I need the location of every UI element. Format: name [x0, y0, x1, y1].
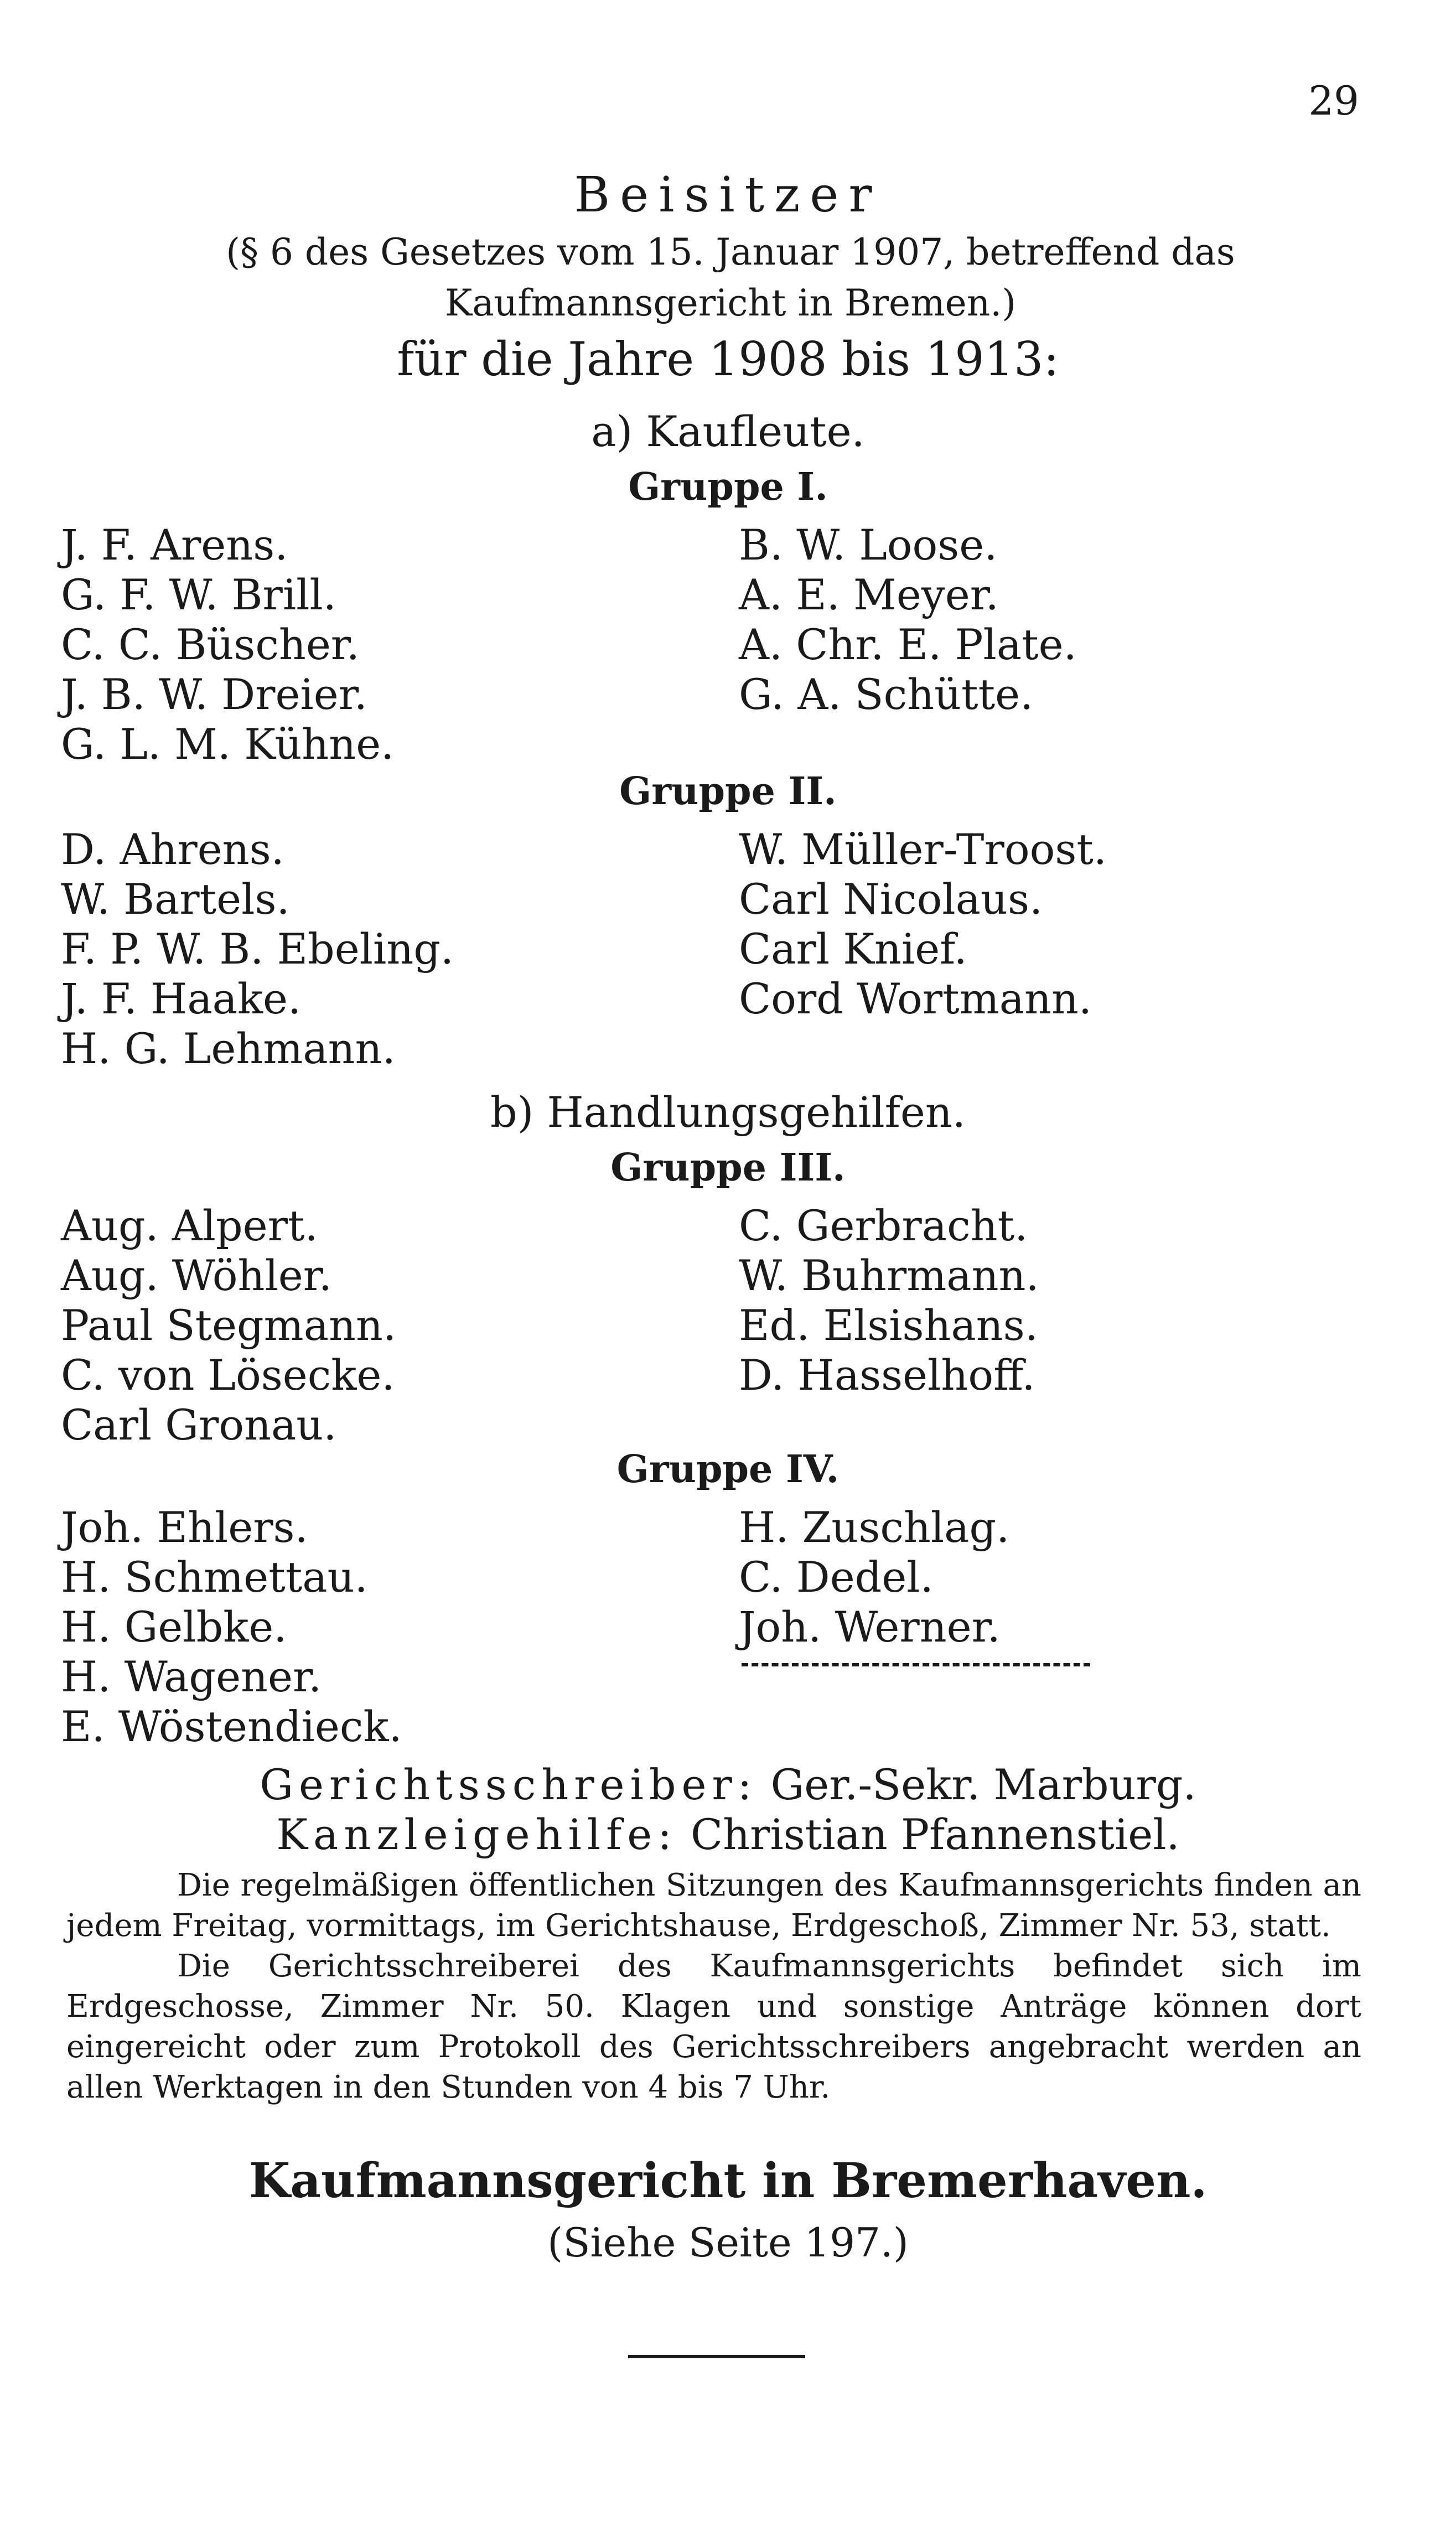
group-heading-ii: Gruppe II. [619, 769, 837, 814]
list-item: Carl Nicolaus. [739, 874, 1043, 924]
list-item: C. Dedel. [739, 1552, 934, 1602]
list-item: D. Hasselhoff. [739, 1350, 1035, 1400]
court-clerk-label: Gerichtsschreiber: [260, 1760, 758, 1809]
bremerhaven-court-title: Kaufmannsgericht in Bremerhaven. [248, 2153, 1208, 2209]
section-a-heading: a) Kaufleute. [591, 407, 865, 456]
page-number: 29 [1308, 77, 1359, 124]
list-item: W. Müller-Troost. [739, 825, 1107, 874]
note-sessions: Die regelmäßigen öffentlichen Sitzungen des Kaufmannsgerichts finden an jedem Freitag, vormittags, im Gerichtshause, Erdgeschoß, Zimmer Nr. 53, statt. [66, 1867, 1361, 1944]
list-item: W. Bartels. [61, 874, 290, 924]
list-item: A. E. Meyer. [739, 570, 999, 619]
years-heading: für die Jahre 1908 bis 1913: [397, 332, 1059, 386]
end-rule [628, 2355, 805, 2358]
group-i-left-list [61, 520, 394, 769]
list-item: A. Chr. E. Plate. [739, 620, 1077, 669]
list-item: Carl Gronau. [61, 1400, 337, 1449]
chancery-assistant-label: Kanzleigehilfe: [276, 1810, 677, 1859]
list-item: Aug. Wöhler. [61, 1251, 332, 1300]
list-item: W. Buhrmann. [739, 1251, 1039, 1300]
group-iv-left-list [61, 1503, 402, 1752]
group-iv-right-list [739, 1503, 1009, 1652]
group-iii-left-list [61, 1201, 396, 1450]
group-iii-right-list [739, 1201, 1039, 1400]
group-ii-left-list [61, 825, 454, 1074]
list-item: H. G. Lehmann. [61, 1024, 396, 1073]
list-item: D. Ahrens. [61, 825, 284, 874]
vacancy-dash-line [742, 1663, 1090, 1666]
session-notes [66, 1865, 1361, 2108]
list-item: Aug. Alpert. [61, 1201, 318, 1250]
list-item: H. Wagener. [61, 1652, 322, 1701]
list-item: G. L. M. Kühne. [61, 719, 395, 769]
group-i-right-list [739, 520, 1077, 719]
list-item: Joh. Ehlers. [61, 1503, 308, 1552]
chancery-assistant-line [0, 1810, 1456, 1859]
list-item: Cord Wortmann. [739, 974, 1092, 1023]
list-item: J. F. Haake. [61, 974, 302, 1023]
list-item: C. C. Büscher. [61, 620, 360, 669]
list-item: B. W. Loose. [739, 520, 998, 569]
list-item: Ed. Elsishans. [739, 1301, 1038, 1350]
list-item: Paul Stegmann. [61, 1301, 397, 1350]
see-page-reference: (Siehe Seite 197.) [547, 2219, 909, 2266]
list-item: H. Schmettau. [61, 1552, 368, 1602]
list-item: J. B. W. Dreier. [61, 670, 367, 719]
note-registry: Die Gerichtsschreiberei des Kaufmannsgerichts befindet sich im Erdgeschosse, Zimmer Nr. 50. Klagen und sonstige Anträge können dort eingereicht oder zum Protokoll des Gerichtsschreibers angebracht werden an allen Werktagen in den Stunden von 4 bis 7 Uhr. [66, 1948, 1361, 2105]
chancery-assistant-name: Christian Pfannenstiel. [691, 1810, 1180, 1859]
list-item: E. Wöstendieck. [61, 1702, 402, 1751]
list-item: F. P. W. B. Ebeling. [61, 924, 454, 974]
list-item: J. F. Arens. [61, 520, 288, 569]
list-item: Carl Knief. [739, 924, 967, 974]
law-reference: (§ 6 des Gesetzes vom 15. Januar 1907, betreffend das Kaufmannsgericht in Bremen.) [226, 231, 1235, 324]
list-item: H. Zuschlag. [739, 1503, 1010, 1552]
section-b-heading: b) Handlungsgehilfen. [490, 1088, 966, 1137]
group-ii-right-list [739, 825, 1107, 1024]
group-heading-iv: Gruppe IV. [616, 1447, 840, 1492]
court-clerk-name: Ger.-Sekr. Marburg. [770, 1760, 1196, 1809]
list-item: Joh. Werner. [739, 1602, 1001, 1651]
list-item: H. Gelbke. [61, 1602, 287, 1651]
list-item: G. A. Schütte. [739, 670, 1034, 719]
court-clerk-line [0, 1760, 1456, 1809]
group-heading-iii: Gruppe III. [610, 1146, 846, 1190]
list-item: G. F. W. Brill. [61, 570, 336, 619]
list-item: C. Gerbracht. [739, 1201, 1028, 1250]
page-title: Beisitzer [574, 166, 882, 223]
group-heading-i: Gruppe I. [628, 465, 828, 509]
list-item: C. von Lösecke. [61, 1350, 395, 1400]
